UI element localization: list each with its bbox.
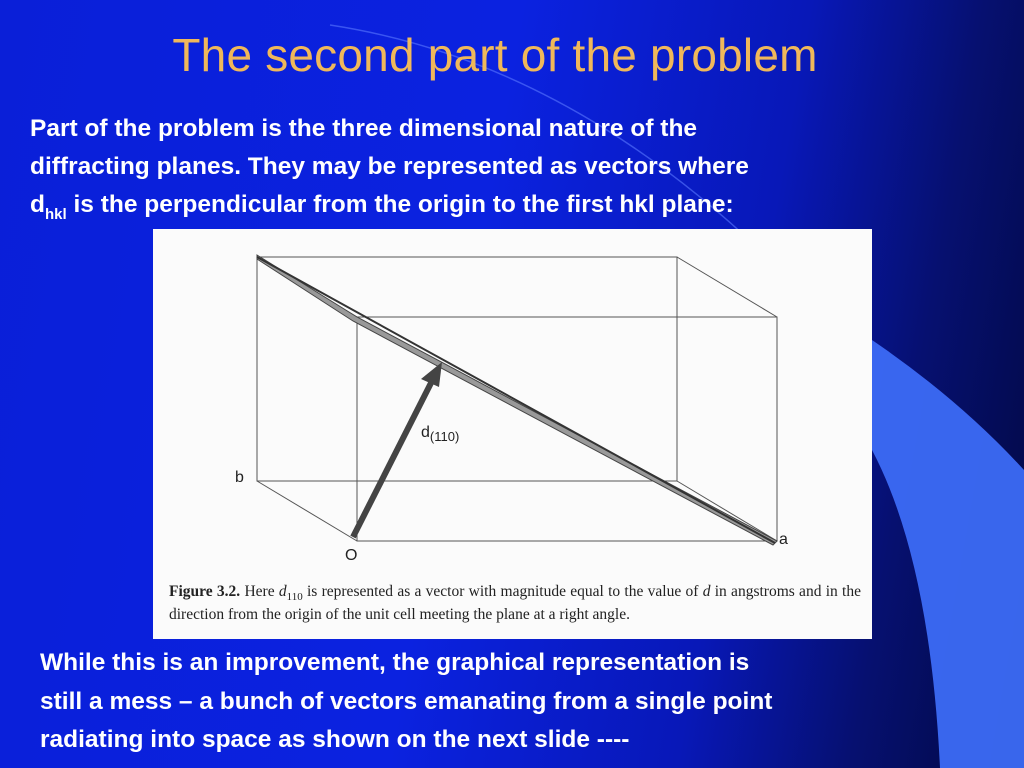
cell-front-face [257, 257, 677, 481]
conclusion-paragraph [40, 644, 1010, 760]
cell-edge-bottom-right [677, 481, 777, 541]
conclusion-line-2: still a mess – a bunch of vectors emanating from a single point [40, 687, 773, 715]
intro-paragraph [30, 110, 990, 227]
figure-caption: Figure 3.2. Here $d_{110}$ is represented as a vector with magnitude equal to the value of d in angstroms and in the direction from the origin of the unit cell meeting the plane at a right angle. [169, 583, 861, 623]
conclusion-line-3: radiating into space as shown on the next slide ---- [40, 726, 630, 753]
vector-label: $d_{(110)}$ [421, 424, 460, 444]
dhkl-symbol: d [30, 191, 45, 218]
axis-a-label: a [779, 531, 788, 548]
origin-label: O [345, 547, 358, 564]
intro-line-3-text: is the perpendicular from the origin to the first hkl plane: [66, 191, 734, 218]
hkl-plane-edge [257, 257, 775, 543]
dhkl-subscript: hkl [44, 206, 67, 223]
cell-edge-top-right [677, 257, 777, 317]
conclusion-line-1: While this is an improvement, the graphical representation is [40, 649, 750, 676]
intro-line-3 [30, 186, 990, 227]
unit-cell-figure [153, 229, 872, 639]
slide-title: The second part of the problem [172, 29, 818, 81]
cell-edge-bottom-left [257, 481, 357, 541]
intro-line-1: Part of the problem is the three dimensional nature of the [30, 115, 698, 142]
unit-cell-diagram [153, 229, 872, 639]
dhkl-arrowhead [421, 362, 442, 387]
intro-line-2: diffracting planes. They may be represented as vectors where [30, 153, 749, 180]
dhkl-vector [353, 379, 433, 537]
axis-b-label: b [235, 469, 244, 486]
